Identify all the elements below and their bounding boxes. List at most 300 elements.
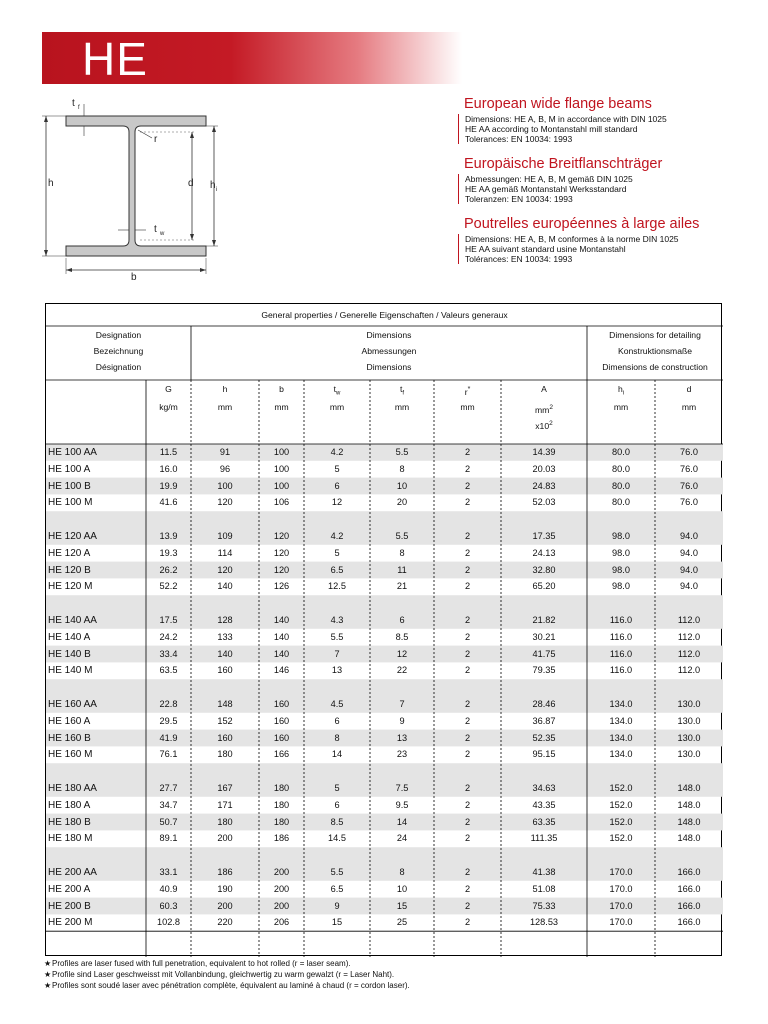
block-english bbox=[458, 96, 758, 144]
designation-cell: HE 180 B bbox=[48, 816, 91, 828]
value-cell: 4.2 bbox=[330, 447, 344, 457]
value-cell: 94.0 bbox=[680, 531, 698, 541]
column-unit: mm bbox=[460, 402, 475, 412]
dimensions-header: Dimensions bbox=[366, 362, 412, 372]
designation-cell: HE 180 M bbox=[48, 833, 93, 845]
value-cell: 140 bbox=[273, 615, 290, 625]
value-cell: 76.1 bbox=[159, 749, 178, 760]
value-cell: 4.3 bbox=[330, 615, 344, 625]
value-cell: 2 bbox=[464, 480, 471, 491]
value-cell: 27.7 bbox=[159, 783, 178, 793]
value-cell: 98.0 bbox=[612, 581, 630, 592]
value-cell: 2 bbox=[464, 867, 471, 877]
value-cell: 76.0 bbox=[680, 497, 698, 508]
value-cell: 160 bbox=[273, 715, 290, 726]
value-cell: 200 bbox=[273, 900, 290, 911]
value-cell: 33.4 bbox=[159, 648, 178, 659]
value-cell: 4.2 bbox=[330, 531, 344, 541]
value-cell: 8 bbox=[399, 463, 405, 474]
value-cell: 126 bbox=[273, 581, 290, 592]
value-cell: 7.5 bbox=[395, 783, 409, 793]
value-cell: 12 bbox=[396, 648, 408, 659]
value-cell: 112.0 bbox=[677, 665, 701, 676]
value-cell: 94.0 bbox=[680, 564, 698, 575]
value-cell: 5 bbox=[334, 783, 340, 793]
value-cell: 6 bbox=[334, 480, 340, 491]
value-cell: 116.0 bbox=[609, 615, 633, 625]
value-cell: 12 bbox=[331, 497, 343, 508]
value-cell: 80.0 bbox=[612, 463, 630, 474]
value-cell: 52.03 bbox=[532, 497, 556, 508]
value-cell: 8 bbox=[399, 867, 405, 877]
value-cell: 116.0 bbox=[609, 648, 633, 659]
value-cell: 200 bbox=[217, 900, 233, 911]
value-cell: 26.2 bbox=[159, 564, 178, 575]
value-cell: 220 bbox=[217, 917, 233, 928]
block-body bbox=[458, 174, 758, 204]
value-cell: 109 bbox=[217, 531, 233, 541]
value-cell: 76.0 bbox=[680, 447, 698, 457]
value-cell: 148.0 bbox=[677, 799, 701, 810]
column-symbol: $h_i$ bbox=[617, 384, 625, 397]
value-cell: 2 bbox=[464, 900, 471, 911]
designation-cell: HE 100 AA bbox=[48, 447, 97, 458]
value-cell: 52.35 bbox=[532, 732, 556, 743]
designation-header: Designation bbox=[95, 330, 142, 340]
block-body bbox=[458, 114, 758, 144]
value-cell: 2 bbox=[464, 531, 471, 541]
properties-table bbox=[45, 303, 722, 956]
value-cell: 95.15 bbox=[532, 749, 556, 760]
designation-header: Bezeichnung bbox=[93, 346, 144, 356]
value-cell: 166.0 bbox=[677, 883, 701, 894]
value-cell: 200 bbox=[217, 833, 233, 844]
value-cell: 94.0 bbox=[680, 547, 698, 558]
beam-cross-section-diagram bbox=[36, 94, 232, 286]
value-cell: 8 bbox=[334, 732, 340, 743]
value-cell: 41.6 bbox=[159, 497, 178, 508]
value-cell: 15 bbox=[331, 917, 343, 928]
block-line: HE AA gemäß Montanstahl Werksstandard bbox=[465, 184, 627, 194]
value-cell: 186 bbox=[273, 833, 290, 844]
footnote: ★Profile sind Laser geschweisst mit Vollanbindung, gleichwertig zu warm gewalzt (r = Laser Naht). bbox=[44, 970, 395, 979]
value-cell: 2 bbox=[464, 715, 471, 726]
value-cell: 128 bbox=[217, 615, 233, 625]
value-cell: 112.0 bbox=[677, 631, 701, 642]
diagram-label-tw-sub: w bbox=[160, 231, 165, 237]
column-symbol: G bbox=[165, 384, 172, 394]
value-cell: 206 bbox=[273, 917, 290, 928]
value-cell: 160 bbox=[217, 665, 233, 676]
value-cell: 134.0 bbox=[609, 749, 633, 760]
designation-cell: HE 120 B bbox=[48, 564, 91, 576]
value-cell: 180 bbox=[273, 799, 290, 810]
value-cell: 140 bbox=[273, 631, 290, 642]
value-cell: 111.35 bbox=[530, 833, 558, 844]
value-cell: 148.0 bbox=[677, 833, 701, 844]
dimensions-header: Abmessungen bbox=[361, 346, 417, 356]
value-cell: 170.0 bbox=[609, 883, 633, 894]
value-cell: 34.63 bbox=[532, 783, 556, 793]
value-cell: 2 bbox=[464, 497, 471, 508]
banner-title: HE bbox=[82, 33, 148, 85]
value-cell: 152 bbox=[217, 715, 233, 726]
value-cell: 102.8 bbox=[157, 917, 180, 928]
value-cell: 94.0 bbox=[680, 581, 698, 592]
detailing-header: Dimensions for detailing bbox=[609, 330, 701, 340]
value-cell: 29.5 bbox=[159, 715, 178, 726]
value-cell: 116.0 bbox=[609, 631, 633, 642]
column-symbol: b bbox=[279, 384, 284, 394]
value-cell: 14.39 bbox=[532, 447, 556, 457]
value-cell: 13.9 bbox=[159, 531, 178, 541]
value-cell: 89.1 bbox=[159, 833, 178, 844]
block-french bbox=[458, 216, 758, 264]
value-cell: 148 bbox=[217, 699, 233, 709]
value-cell: 2 bbox=[464, 749, 471, 760]
value-cell: 128.53 bbox=[529, 917, 559, 928]
asterisk-icon: ★ bbox=[44, 981, 52, 990]
column-unit: $mm^2$ bbox=[535, 404, 553, 415]
column-symbol: $t_f$ bbox=[399, 384, 405, 397]
value-cell: 36.87 bbox=[532, 715, 556, 726]
block-body bbox=[458, 234, 758, 264]
block-line: Abmessungen: HE A, B, M gemäß DIN 1025 bbox=[465, 174, 633, 184]
value-cell: 2 bbox=[464, 615, 471, 625]
value-cell: 116.0 bbox=[609, 665, 633, 676]
value-cell: 24.83 bbox=[532, 480, 556, 491]
designation-cell: HE 100 B bbox=[48, 480, 91, 492]
value-cell: 166.0 bbox=[677, 900, 701, 911]
designation-cell: HE 120 A bbox=[48, 547, 91, 559]
value-cell: 7 bbox=[334, 648, 340, 659]
value-cell: 112.0 bbox=[677, 615, 701, 625]
value-cell: 130.0 bbox=[677, 715, 701, 726]
diagram-label-r: r bbox=[154, 134, 158, 145]
row-shading bbox=[46, 847, 723, 864]
column-symbol: A bbox=[541, 384, 547, 394]
value-cell: 114 bbox=[217, 547, 233, 558]
value-cell: 130.0 bbox=[677, 749, 701, 760]
value-cell: 30.21 bbox=[532, 631, 556, 642]
value-cell: 140 bbox=[217, 581, 233, 592]
diagram-label-hi-sub: i bbox=[216, 187, 218, 193]
diagram-label-hi: h bbox=[210, 180, 216, 191]
value-cell: 10 bbox=[396, 480, 408, 491]
value-cell: 80.0 bbox=[612, 497, 630, 508]
column-unit: mm bbox=[329, 402, 345, 412]
row-shading bbox=[46, 595, 723, 612]
value-cell: 2 bbox=[464, 631, 471, 642]
value-cell: 5.5 bbox=[395, 447, 409, 457]
column-symbol: d bbox=[686, 384, 692, 394]
column-unit: mm bbox=[613, 402, 629, 412]
designation-cell: HE 200 M bbox=[48, 917, 93, 929]
value-cell: 7 bbox=[399, 699, 405, 709]
asterisk-icon: ★ bbox=[44, 959, 52, 968]
value-cell: 106 bbox=[273, 497, 290, 508]
detailing-header: Konstruktionsmaße bbox=[617, 346, 693, 356]
row-shading bbox=[46, 763, 723, 780]
value-cell: 41.38 bbox=[532, 867, 556, 877]
value-cell: 10 bbox=[396, 883, 408, 894]
designation-cell: HE 100 M bbox=[48, 497, 93, 509]
value-cell: 140 bbox=[273, 648, 290, 659]
value-cell: 2 bbox=[464, 648, 471, 659]
value-cell: 186 bbox=[217, 867, 233, 877]
value-cell: 5 bbox=[334, 463, 340, 474]
value-cell: 140 bbox=[217, 648, 233, 659]
value-cell: 2 bbox=[464, 732, 471, 743]
value-cell: 100 bbox=[273, 447, 290, 457]
value-cell: 32.80 bbox=[532, 564, 556, 575]
block-german bbox=[458, 156, 758, 204]
value-cell: 130.0 bbox=[677, 732, 701, 743]
value-cell: 21.82 bbox=[532, 615, 556, 625]
value-cell: 2 bbox=[464, 816, 471, 827]
value-cell: 180 bbox=[273, 816, 290, 827]
value-cell: 43.35 bbox=[532, 799, 556, 810]
designation-header: Désignation bbox=[95, 362, 142, 372]
value-cell: 133 bbox=[217, 631, 233, 642]
value-cell: 120 bbox=[217, 497, 233, 508]
block-title: Poutrelles européennes à large ailes bbox=[464, 216, 700, 232]
value-cell: 8 bbox=[399, 547, 405, 558]
value-cell: 20.03 bbox=[532, 463, 556, 474]
value-cell: 60.3 bbox=[159, 900, 178, 911]
column-unit: mm bbox=[394, 402, 410, 412]
value-cell: 148.0 bbox=[677, 783, 701, 793]
designation-cell: HE 140 AA bbox=[48, 615, 97, 626]
designation-cell: HE 140 A bbox=[48, 631, 91, 643]
value-cell: 170.0 bbox=[609, 867, 633, 877]
value-cell: 8.5 bbox=[330, 816, 344, 827]
value-cell: 166.0 bbox=[677, 917, 701, 928]
value-cell: 5.5 bbox=[330, 867, 344, 877]
value-cell: 11 bbox=[397, 564, 407, 575]
diagram-label-tf: t bbox=[72, 98, 75, 109]
value-cell: 6 bbox=[334, 715, 340, 726]
value-cell: 100 bbox=[273, 463, 290, 474]
value-cell: 152.0 bbox=[609, 816, 633, 827]
designation-cell: HE 120 M bbox=[48, 581, 93, 593]
footnote: ★Profiles are laser fused with full penetration, equivalent to hot rolled (r = laser seam). bbox=[44, 959, 351, 968]
value-cell: 2 bbox=[464, 883, 471, 894]
value-cell: 17.5 bbox=[159, 615, 178, 625]
value-cell: 12.5 bbox=[328, 581, 346, 592]
value-cell: 160 bbox=[273, 699, 290, 709]
detailing-header: Dimensions de construction bbox=[602, 362, 708, 372]
value-cell: 171 bbox=[217, 799, 233, 810]
value-cell: 160 bbox=[217, 732, 233, 743]
value-cell: 166 bbox=[273, 749, 290, 760]
value-cell: 33.1 bbox=[159, 867, 178, 877]
value-cell: 200 bbox=[273, 883, 290, 894]
designation-cell: HE 160 AA bbox=[48, 699, 97, 710]
value-cell: 13 bbox=[396, 732, 408, 743]
value-cell: 80.0 bbox=[612, 480, 630, 491]
value-cell: 152.0 bbox=[609, 783, 633, 793]
column-symbol: h bbox=[222, 384, 228, 394]
value-cell: 50.7 bbox=[159, 816, 178, 827]
value-cell: 9 bbox=[399, 715, 405, 726]
designation-cell: HE 100 A bbox=[48, 463, 91, 475]
value-cell: 21 bbox=[396, 581, 408, 592]
value-cell: 160 bbox=[273, 732, 290, 743]
value-cell: 65.20 bbox=[532, 581, 556, 592]
value-cell: 14.5 bbox=[328, 833, 346, 844]
value-cell: 19.3 bbox=[159, 547, 178, 558]
value-cell: 2 bbox=[464, 917, 471, 928]
column-symbol: r* bbox=[464, 386, 471, 397]
value-cell: 51.08 bbox=[532, 883, 556, 894]
column-symbol: $t_w$ bbox=[333, 384, 341, 397]
value-cell: 76.0 bbox=[680, 480, 698, 491]
footnote: ★Profiles sont soudé laser avec pénétration complète, équivalent au laminé à chaud (r = cordon laser). bbox=[44, 981, 410, 990]
value-cell: 120 bbox=[273, 564, 290, 575]
designation-cell: HE 180 A bbox=[48, 799, 91, 811]
value-cell: 96 bbox=[219, 463, 231, 474]
value-cell: 170.0 bbox=[609, 917, 633, 928]
value-cell: 80.0 bbox=[612, 447, 630, 457]
value-cell: 180 bbox=[217, 749, 233, 760]
block-title: European wide flange beams bbox=[464, 96, 652, 112]
value-cell: 8.5 bbox=[395, 631, 409, 642]
value-cell: 5 bbox=[334, 547, 340, 558]
diagram-label-b: b bbox=[131, 272, 137, 283]
value-cell: 134.0 bbox=[609, 715, 633, 726]
designation-cell: HE 140 M bbox=[48, 665, 93, 677]
value-cell: 120 bbox=[273, 547, 290, 558]
column-unit: mm bbox=[681, 402, 697, 412]
value-cell: 75.33 bbox=[532, 900, 556, 911]
block-line: Dimensions: HE A, B, M in accordance with DIN 1025 bbox=[465, 114, 667, 124]
value-cell: 4.5 bbox=[330, 699, 344, 709]
value-cell: 28.46 bbox=[532, 699, 556, 709]
value-cell: 24.2 bbox=[159, 631, 178, 642]
value-cell: 52.2 bbox=[159, 581, 178, 592]
value-cell: 2 bbox=[464, 547, 471, 558]
value-cell: 146 bbox=[273, 665, 290, 676]
value-cell: 100 bbox=[217, 480, 233, 491]
value-cell: 6.5 bbox=[330, 564, 344, 575]
group-header: General properties / Generelle Eigenschaften / Valeurs generaux bbox=[261, 310, 508, 320]
value-cell: 24.13 bbox=[532, 547, 556, 558]
value-cell: 5.5 bbox=[395, 531, 409, 541]
value-cell: 100 bbox=[273, 480, 290, 491]
value-cell: 15 bbox=[396, 900, 408, 911]
block-line: Tolerances: EN 10034: 1993 bbox=[465, 134, 573, 144]
column-unit: mm bbox=[217, 402, 233, 412]
value-cell: 34.7 bbox=[159, 799, 178, 810]
value-cell: 98.0 bbox=[612, 531, 630, 541]
value-cell: 9 bbox=[334, 900, 340, 911]
value-cell: 20 bbox=[396, 497, 408, 508]
value-cell: 63.35 bbox=[532, 816, 556, 827]
value-cell: 166.0 bbox=[677, 867, 701, 877]
block-line: HE AA according to Montanstahl mill standard bbox=[465, 124, 638, 134]
diagram-label-h: h bbox=[48, 178, 54, 189]
asterisk-icon: ★ bbox=[44, 970, 52, 979]
value-cell: 63.5 bbox=[159, 665, 178, 676]
block-line: Dimensions: HE A, B, M conformes à la norme DIN 1025 bbox=[465, 234, 679, 244]
value-cell: 134.0 bbox=[609, 732, 633, 743]
block-line: HE AA suivant standard usine Montanstahl bbox=[465, 244, 626, 254]
designation-cell: HE 160 M bbox=[48, 749, 93, 761]
dimensions-header: Dimensions bbox=[366, 330, 412, 340]
column-unit-multiplier: $x10^2$ bbox=[535, 420, 553, 431]
value-cell: 41.75 bbox=[532, 648, 556, 659]
block-line: Toleranzen: EN 10034: 1993 bbox=[465, 194, 573, 204]
value-cell: 120 bbox=[273, 531, 290, 541]
diagram-label-tf-sub: f bbox=[78, 105, 80, 111]
column-unit: mm bbox=[274, 402, 289, 412]
designation-cell: HE 200 AA bbox=[48, 867, 97, 878]
value-cell: 2 bbox=[464, 799, 471, 810]
footnotes bbox=[44, 958, 744, 991]
value-cell: 40.9 bbox=[159, 883, 178, 894]
value-cell: 41.9 bbox=[159, 732, 178, 743]
value-cell: 17.35 bbox=[532, 531, 556, 541]
diagram-label-d: d bbox=[188, 178, 194, 189]
value-cell: 2 bbox=[464, 447, 471, 457]
value-cell: 6 bbox=[334, 799, 340, 810]
value-cell: 5.5 bbox=[330, 631, 344, 642]
designation-cell: HE 200 B bbox=[48, 900, 91, 912]
value-cell: 13 bbox=[331, 665, 343, 676]
value-cell: 152.0 bbox=[609, 833, 633, 844]
designation-cell: HE 180 AA bbox=[48, 783, 97, 794]
value-cell: 22.8 bbox=[159, 699, 178, 709]
value-cell: 22 bbox=[396, 665, 408, 676]
value-cell: 24 bbox=[396, 833, 408, 844]
value-cell: 2 bbox=[464, 463, 471, 474]
value-cell: 2 bbox=[464, 581, 471, 592]
block-title: Europäische Breitflanschträger bbox=[464, 156, 663, 172]
value-cell: 2 bbox=[464, 699, 471, 709]
designation-cell: HE 140 B bbox=[48, 648, 91, 660]
value-cell: 76.0 bbox=[680, 463, 698, 474]
value-cell: 200 bbox=[273, 867, 290, 877]
value-cell: 98.0 bbox=[612, 564, 630, 575]
value-cell: 16.0 bbox=[159, 463, 178, 474]
value-cell: 19.9 bbox=[159, 480, 178, 491]
value-cell: 180 bbox=[217, 816, 233, 827]
description-blocks bbox=[458, 96, 758, 276]
value-cell: 25 bbox=[396, 917, 408, 928]
value-cell: 91 bbox=[219, 447, 231, 457]
value-cell: 130.0 bbox=[677, 699, 701, 709]
value-cell: 11.5 bbox=[159, 447, 178, 457]
value-cell: 190 bbox=[217, 883, 233, 894]
value-cell: 180 bbox=[273, 783, 290, 793]
designation-cell: HE 200 A bbox=[48, 883, 91, 895]
designation-cell: HE 160 B bbox=[48, 732, 91, 744]
row-shading bbox=[46, 511, 723, 528]
value-cell: 98.0 bbox=[612, 547, 630, 558]
value-cell: 79.35 bbox=[532, 665, 556, 676]
value-cell: 14 bbox=[331, 749, 343, 760]
value-cell: 2 bbox=[464, 564, 471, 575]
block-line: Tolérances: EN 10034: 1993 bbox=[465, 254, 573, 264]
column-unit: kg/m bbox=[159, 402, 178, 412]
value-cell: 6 bbox=[399, 615, 405, 625]
value-cell: 2 bbox=[464, 833, 471, 844]
value-cell: 167 bbox=[217, 783, 233, 793]
value-cell: 152.0 bbox=[609, 799, 633, 810]
value-cell: 148.0 bbox=[677, 816, 701, 827]
value-cell: 9.5 bbox=[395, 799, 409, 810]
